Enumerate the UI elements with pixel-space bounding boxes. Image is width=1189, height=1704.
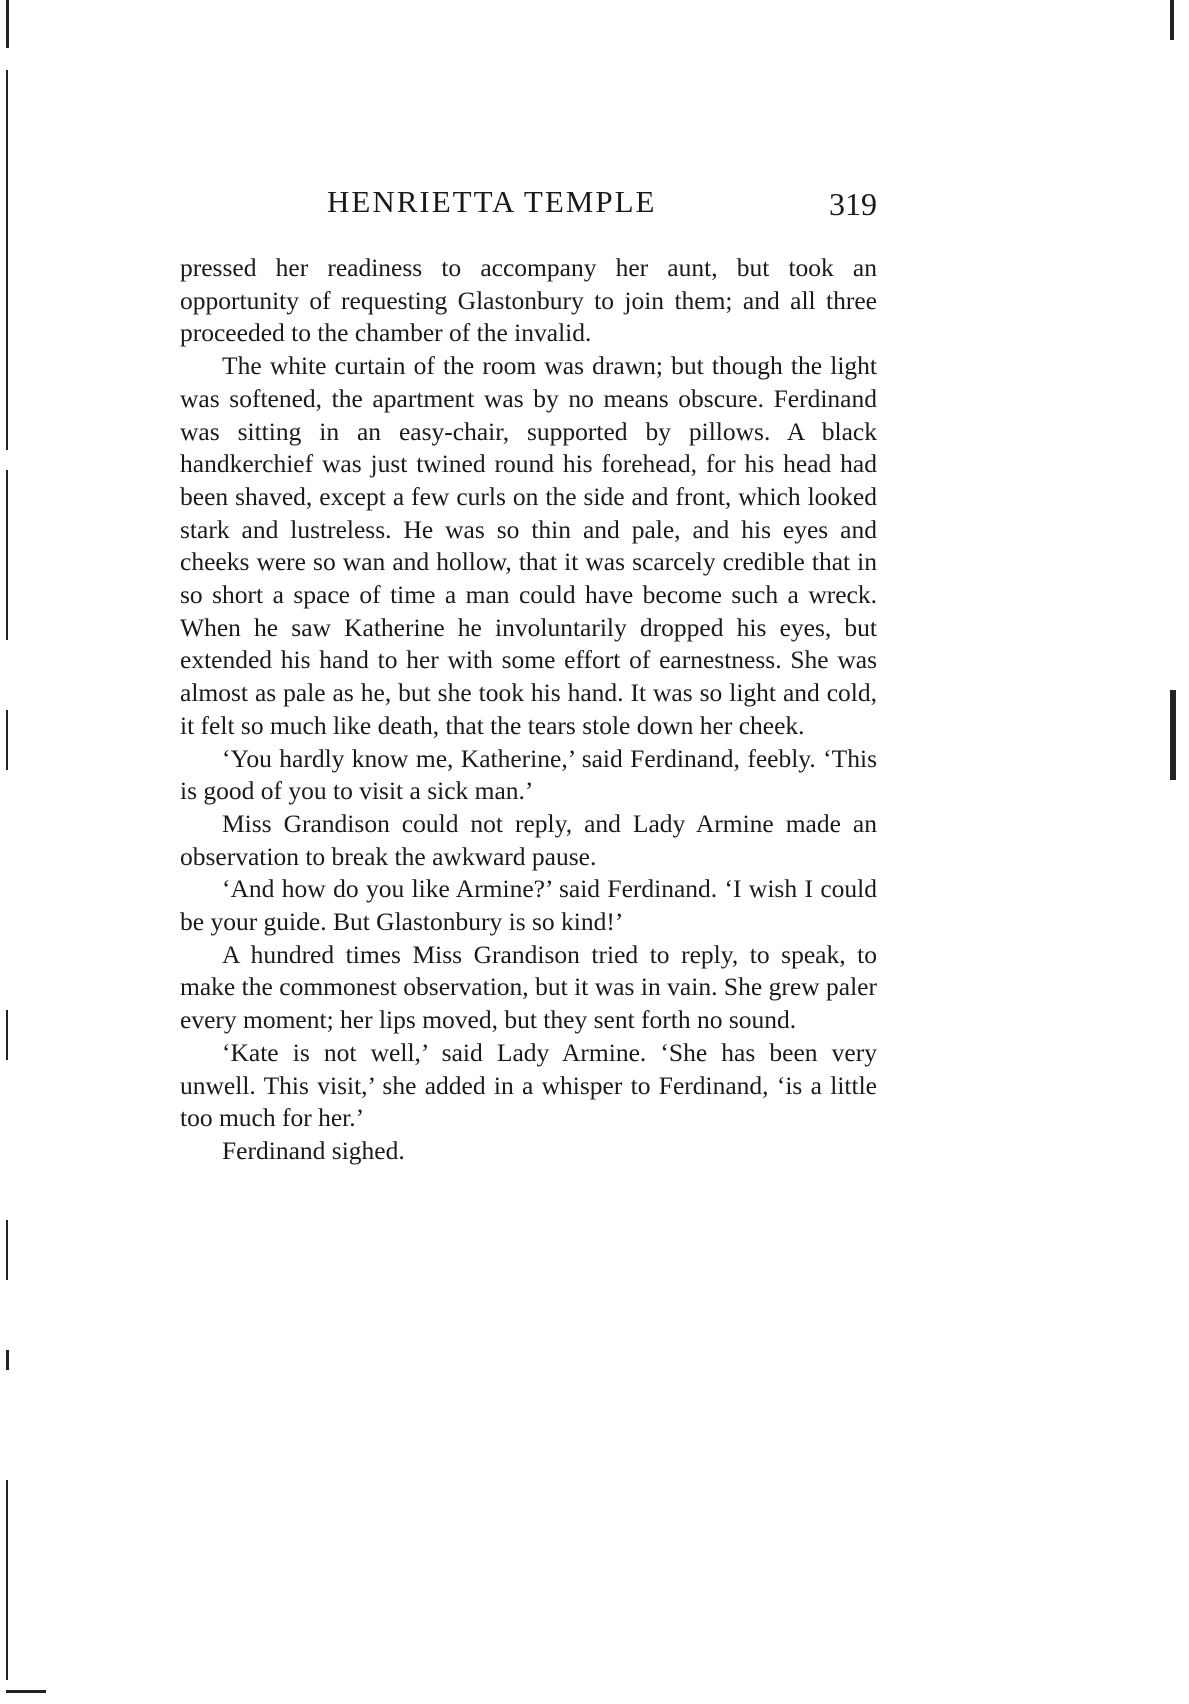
page-number: 319 — [829, 186, 877, 222]
scan-edge-mark — [6, 1690, 46, 1693]
paragraph: ‘Kate is not well,’ said Lady Armine. ‘She has been very unwell. This visit,’ she added in a whisper to Ferdinand, ‘is a little too much for her.’ — [180, 1037, 877, 1133]
scan-edge-mark — [1170, 690, 1176, 780]
paragraph: Ferdinand sighed. — [222, 1135, 405, 1165]
running-title: HENRIETTA TEMPLE — [327, 184, 657, 219]
scan-edge-mark — [6, 470, 8, 640]
scan-edge-mark — [6, 1010, 8, 1060]
scan-edge-mark — [6, 1350, 9, 1370]
scan-edge-mark — [6, 710, 8, 770]
running-head — [180, 178, 877, 228]
scan-edge-mark — [6, 70, 8, 450]
scan-edge-mark — [1170, 0, 1174, 40]
paragraph: A hundred times Miss Grandison tried to reply, to speak, to make the commonest observation, but it was in vain. She grew paler every moment; her lips moved, but they sent forth no sound. — [180, 939, 877, 1035]
scan-edge-mark — [6, 0, 9, 48]
paragraph: ‘You hardly know me, Katherine,’ said Ferdinand, feebly. ‘This is good of you to visit a sick man.’ — [180, 743, 877, 806]
paragraph: Miss Grandison could not reply, and Lady Armine made an observation to break the awkward pause. — [180, 808, 877, 871]
paragraph: The white curtain of the room was drawn; but though the light was softened, the apartment was by no means obscure. Ferdinand was sitting in an easy-chair, supported by pillows. A black handkerchief was just twined round his forehead, for his head had been shaved, except a few curls on the side and front, which looked stark and lustreless. He was so thin and pale, and his eyes and cheeks were so wan and hollow, that it was scarcely credible that in so short a space of time a man could have become such a wreck. When he saw Katherine he involuntarily dropped his eyes, but extended his hand to her with some effort of earnestness. She was almost as pale as he, but she took his hand. It was so light and cold, it felt so much like death, that the tears stole down her cheek. — [180, 351, 877, 740]
scan-edge-mark — [6, 1220, 8, 1280]
body-text — [180, 252, 877, 1168]
paragraph: pressed her readiness to accompany her aunt, but took an opportunity of requesting Glastonbury to join them; and all three proceeded to the chamber of the invalid. — [180, 253, 877, 348]
scan-edge-mark — [6, 1480, 8, 1680]
paragraph: ‘And how do you like Armine?’ said Ferdinand. ‘I wish I could be your guide. But Glastonbury is so kind!’ — [180, 874, 877, 937]
